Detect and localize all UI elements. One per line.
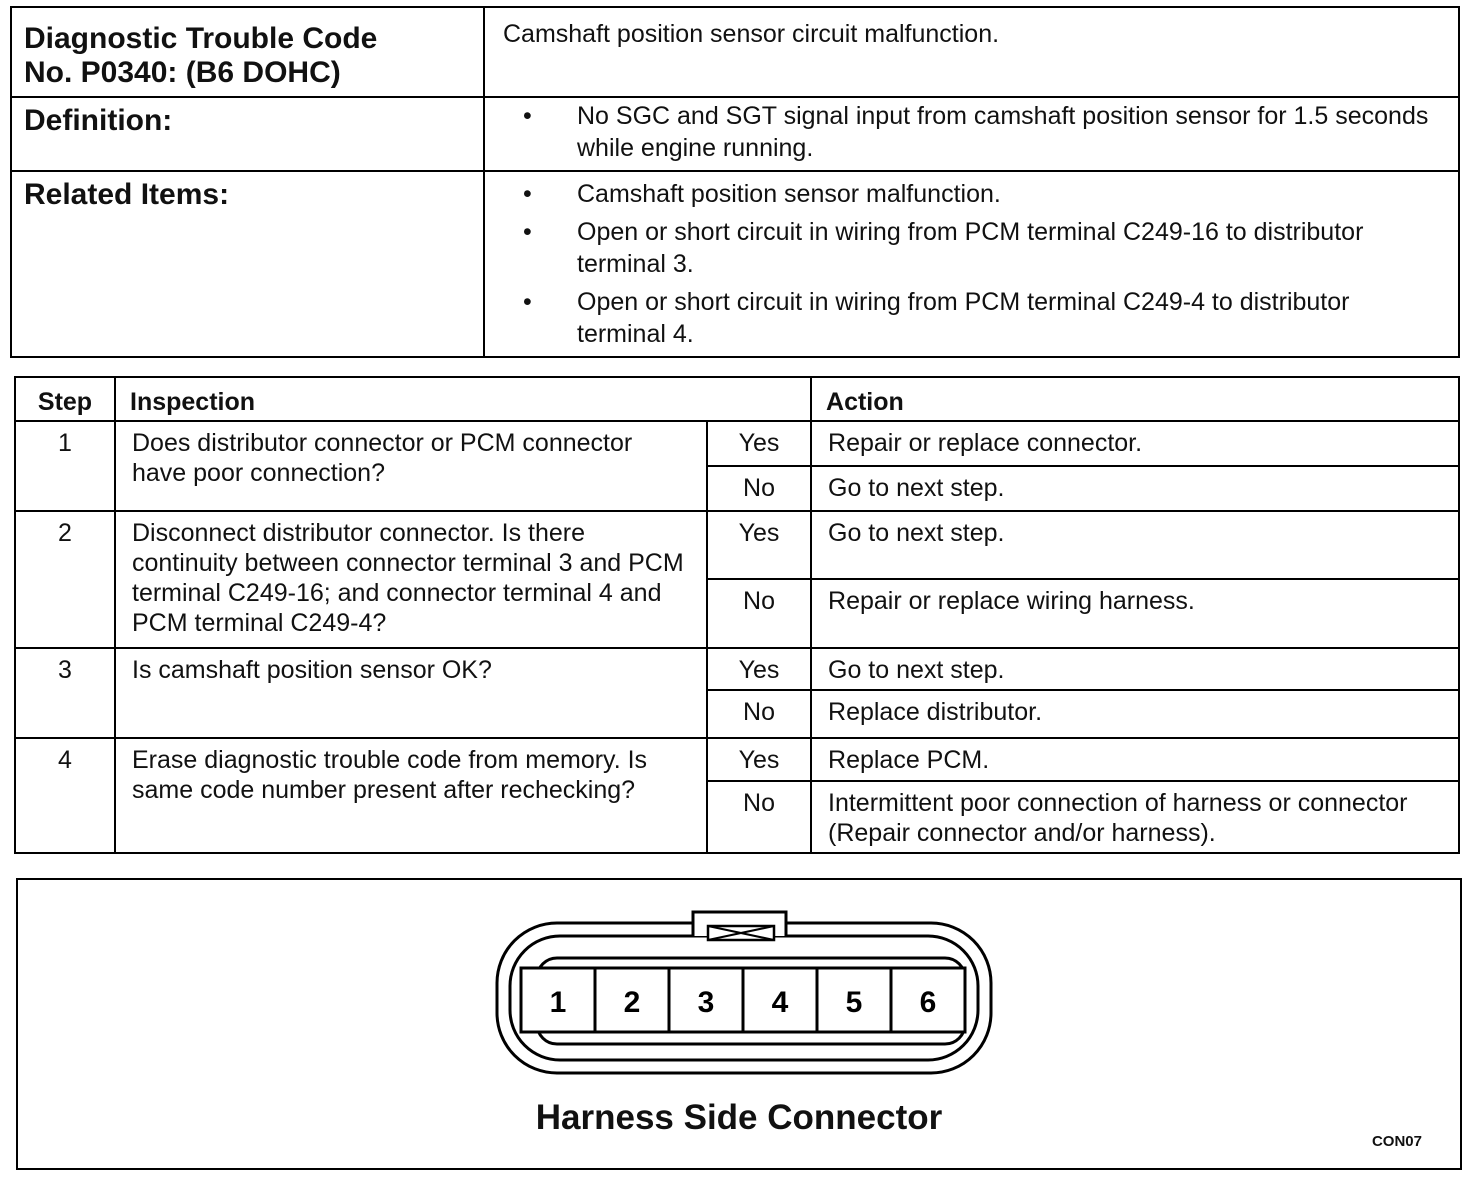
connector-diagram-panel [16,878,1462,1170]
yes-label: Yes [707,648,811,690]
connector-pin-label: 3 [697,986,715,1019]
no-label: No [707,579,811,648]
related-item-text: Open or short circuit in wiring from PCM terminal C249-4 to distributor terminal 4. [577,288,1350,348]
no-label: No [707,781,811,853]
dtc-label-line1: Diagnostic Trouble Code [24,22,378,55]
bullet-icon: • [523,218,532,246]
no-action: Go to next step. [811,466,1459,512]
bullet-icon: • [523,180,532,208]
related-item-text: Open or short circuit in wiring from PCM terminal C249-16 to distributor terminal 3. [577,218,1364,278]
yes-action: Repair or replace connector. [811,421,1459,466]
step-number: 1 [15,421,115,511]
related-item [503,216,1444,280]
definition-item-text: No SGC and SGT signal input from camshaft position sensor for 1.5 seconds while engine running. [577,102,1429,162]
yes-action: Go to next step. [811,648,1459,690]
step-inspection: Is camshaft position sensor OK? [115,648,707,738]
connector-pin-label: 5 [845,986,863,1019]
step-row-yes [15,511,1459,579]
related-item [503,178,1444,210]
yes-label: Yes [707,421,811,466]
no-action: Replace distributor. [811,690,1459,738]
dtc-description: Camshaft position sensor circuit malfunction. [484,7,1459,97]
related-items-list [503,178,1444,350]
step-row-yes [15,421,1459,466]
header-inspection: Inspection [115,377,811,421]
related-item-text: Camshaft position sensor malfunction. [577,180,1001,208]
step-row-yes [15,648,1459,690]
yes-label: Yes [707,511,811,579]
connector-pin-label: 6 [919,986,937,1019]
related-items-label: Related Items: [11,171,484,357]
step-number: 3 [15,648,115,738]
connector-pins [521,968,965,1032]
no-label: No [707,466,811,512]
dtc-definition-table [10,6,1460,354]
no-action: Intermittent poor connection of harness or connector (Repair connector and/or harness). [811,781,1459,853]
yes-label: Yes [707,738,811,782]
bullet-icon: • [523,102,532,130]
step-inspection: Erase diagnostic trouble code from memory. Is same code number present after rechecking? [115,738,707,853]
step-number: 4 [15,738,115,853]
step-number: 2 [15,511,115,648]
dtc-row [11,7,1459,97]
no-label: No [707,690,811,738]
related-item [503,286,1444,350]
definition-row [11,97,1459,171]
header-step: Step [15,377,115,421]
connector-pin-label: 4 [771,986,789,1019]
definition-list [503,100,1444,164]
step-inspection: Disconnect distributor connector. Is there continuity between connector terminal 3 and PCM terminal C249-16; and connector terminal 4 and PCM terminal C249-4? [115,511,707,648]
related-items-row [11,171,1459,357]
definition-label: Definition: [11,97,484,171]
no-action: Repair or replace wiring harness. [811,579,1459,648]
connector-pin-label: 1 [549,986,567,1019]
definition-item [503,100,1444,164]
dtc-label-line2: No. P0340: (B6 DOHC) [24,56,341,89]
inspection-step-table [14,376,1460,854]
yes-action: Replace PCM. [811,738,1459,782]
yes-action: Go to next step. [811,511,1459,579]
figure-code: CON07 [1371,1133,1422,1150]
table-header-row [15,377,1459,421]
connector-caption: Harness Side Connector [535,1098,943,1137]
header-action: Action [811,377,1459,421]
step-inspection: Does distributor connector or PCM connector have poor connection? [115,421,707,511]
step-row-yes [15,738,1459,782]
connector-pin-label: 2 [623,986,641,1019]
bullet-icon: • [523,288,532,316]
dtc-label [11,7,484,97]
